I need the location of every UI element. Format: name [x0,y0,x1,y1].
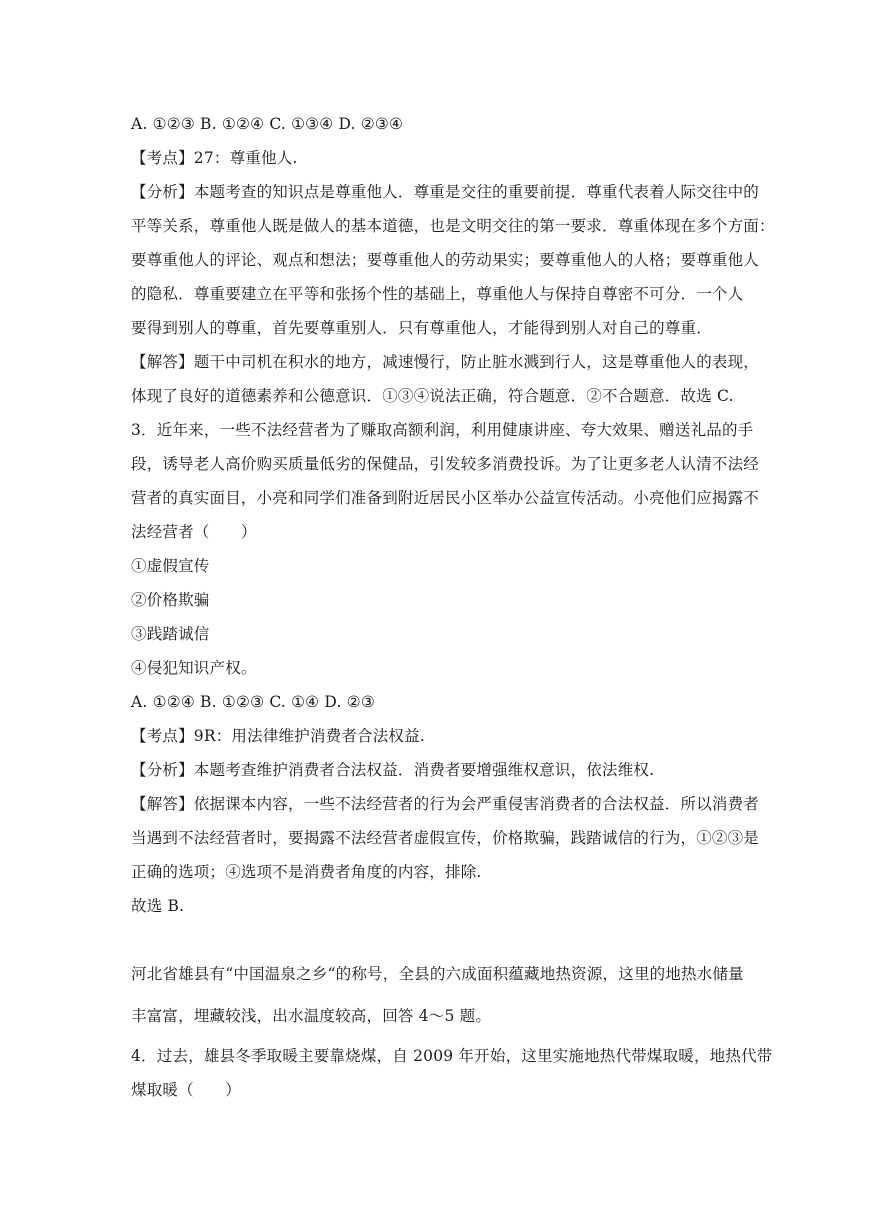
q4-stem-line-1: 4．过去，雄县冬季取暖主要靠烧煤，自 2009 年开始，这里实施地热代带煤取暖，地热代带 [131,1047,773,1065]
q3-options: A. ①②④ B. ①②③ C. ①④ D. ②③ [131,693,375,711]
q3-item-2: ②价格欺骗 [131,591,210,609]
q2-analysis-line-5: 要得到别人的尊重，首先要尊重别人．只有尊重他人，才能得到别人对自己的尊重． [131,319,712,337]
q2-answer-line-1: 【解答】题干中司机在积水的地方，减速慢行，防止脏水溅到行人，这是尊重他人的表现， [131,353,760,371]
material-line-2: 丰富富，埋藏较浅，出水温度较高，回答 4～5 题。 [131,1007,492,1025]
q3-stem-line-4: 法经营者（ ） [131,523,257,541]
q3-analysis: 【分析】本题考查维护消费者合法权益．消费者要增强维权意识，依法维权. [131,761,655,779]
q3-stem-line-2: 段，诱导老人高价购买质量低劣的保健品，引发较多消费投诉。为了让更多老人认清不法经 [131,455,760,473]
q3-answer-line-1: 【解答】依据课本内容，一些不法经营者的行为会严重侵害消费者的合法权益．所以消费者 [131,795,760,813]
q3-answer-line-3: 正确的选项；④选项不是消费者角度的内容，排除. [131,863,482,881]
q2-analysis-line-2: 平等关系，尊重他人既是做人的基本道德，也是文明交往的第一要求．尊重体现在多个方面： [131,217,775,235]
q3-item-3: ③践踏诚信 [131,625,210,643]
material-line-1: 河北省雄县有“中国温泉之乡“的称号，全县的六成面积蕴藏地热资源，这里的地热水储量 [131,965,744,983]
q3-kaodian: 【考点】9R：用法律维护消费者合法权益. [131,727,425,745]
q2-answer-line-2: 体现了良好的道德素养和公德意识．①③④说法正确，符合题意．②不合题意．故选 C. [131,387,734,405]
q4-stem-line-2: 煤取暖（ ） [131,1081,241,1099]
q3-item-1: ①虚假宣传 [131,557,210,575]
q2-options: A. ①②③ B. ①②④ C. ①③④ D. ②③④ [131,115,404,133]
q3-answer-line-2: 当遇到不法经营者时，要揭露不法经营者虚假宣传，价格欺骗，践踏诚信的行为，①②③是 [131,829,760,847]
q2-analysis-line-1: 【分析】本题考查的知识点是尊重他人．尊重是交往的重要前提．尊重代表着人际交往中的 [131,183,760,201]
q3-item-4: ④侵犯知识产权。 [131,659,257,677]
q2-analysis-line-4: 的隐私．尊重要建立在平等和张扬个性的基础上，尊重他人与保持自尊密不可分．一个人 [131,285,744,303]
q3-stem-line-3: 营者的真实面目，小亮和同学们准备到附近居民小区举办公益宣传活动。小亮他们应揭露不 [131,489,760,507]
q2-kaodian: 【考点】27：尊重他人. [131,149,298,167]
q3-conclusion: 故选 B. [131,897,185,915]
q3-stem-line-1: 3．近年来，一些不法经营者为了赚取高额利润，利用健康讲座、夸大效果、赠送礼品的手 [131,421,754,439]
q2-analysis-line-3: 要尊重他人的评论、观点和想法；要尊重他人的劳动果实；要尊重他人的人格；要尊重他人 [131,251,760,269]
